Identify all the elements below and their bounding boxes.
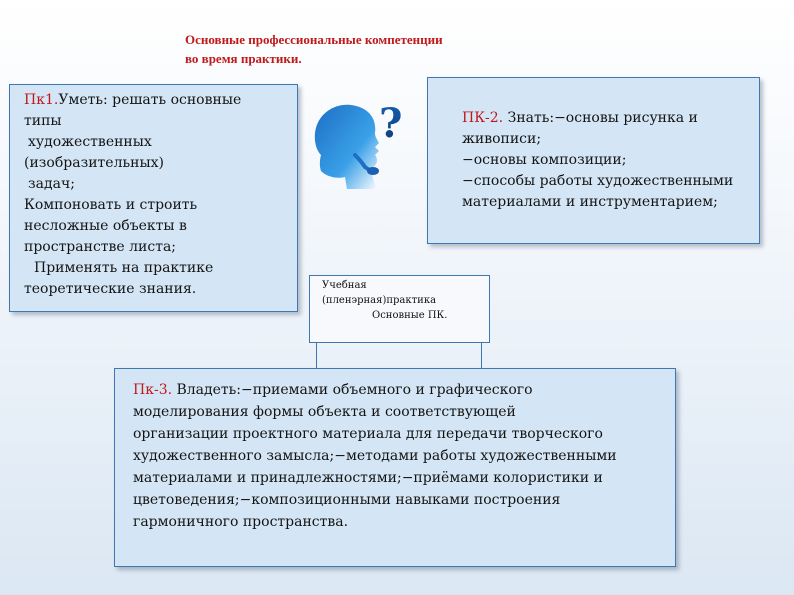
pk1-line: Применять на практике	[34, 260, 214, 276]
pk3-box	[114, 368, 676, 567]
pk2-line: Знать:−основы рисунка и	[507, 110, 698, 126]
pk3-line: художественного замысла;−методами работы художественными	[133, 448, 617, 464]
title-line-2: во время практики.	[185, 51, 302, 66]
pk1-line: типы	[24, 113, 62, 129]
pk2-line: живописи;	[462, 131, 542, 147]
central-practice-box	[309, 275, 490, 343]
pk2-box	[427, 77, 760, 244]
pk3-line: Владеть:−приемами объемного и графического	[176, 382, 533, 398]
pk1-line: художественных	[28, 134, 152, 150]
pk1-line: задач;	[28, 176, 75, 192]
thinking-head-question-icon	[307, 97, 413, 191]
pk1-line: теоретические знания.	[24, 281, 197, 297]
pk3-code: Пк-3.	[133, 382, 173, 398]
pk3-line: гармоничного пространства.	[133, 514, 349, 530]
connector-right	[481, 343, 482, 369]
pk1-line: Уметь: решать основные	[58, 92, 242, 108]
pk1-line: несложные объекты в	[24, 218, 187, 234]
slide-title	[185, 30, 605, 68]
pk1-line: пространстве листа;	[24, 239, 177, 255]
center-line-2: (пленэрная)практика	[322, 295, 437, 306]
pk1-box	[9, 84, 298, 312]
pk2-line: −основы композиции;	[462, 152, 627, 168]
pk2-line: −способы работы художественными	[462, 173, 734, 189]
center-line-1: Учебная	[322, 280, 367, 291]
pk2-line: материалами и инструментарием;	[462, 194, 718, 210]
pk1-line: (изобразительных)	[24, 155, 164, 171]
pk3-line: моделирования формы объекта и соответствующей	[133, 404, 516, 420]
pk2-code: ПК-2.	[462, 110, 504, 126]
pk1-line: Компоновать и строить	[24, 197, 198, 213]
center-line-3: Основные ПК.	[372, 310, 448, 321]
connector-left	[316, 343, 317, 369]
pk3-line: материалами и принадлежностями;−приёмами колористики и	[133, 470, 603, 486]
pk3-line: организации проектного материала для передачи творческого	[133, 426, 603, 442]
question-mark: ?	[379, 100, 403, 147]
pk1-code: Пк1.	[24, 92, 59, 108]
pk3-line: цветоведения;−композиционными навыками построения	[133, 492, 561, 508]
title-line-1: Основные профессиональные компетенции	[185, 32, 443, 47]
